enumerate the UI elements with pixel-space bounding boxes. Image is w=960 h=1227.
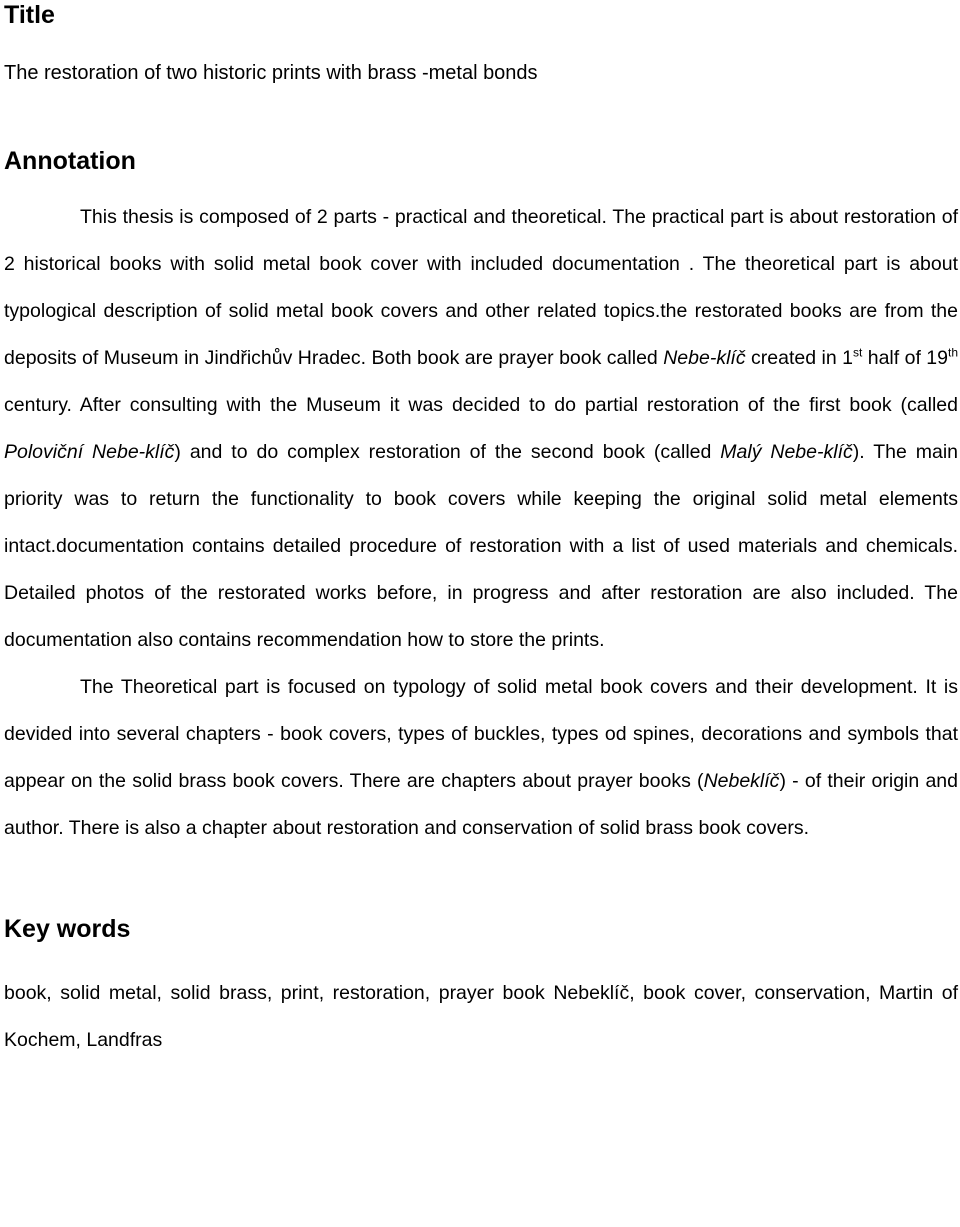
text-run: created in 1	[745, 347, 853, 369]
thesis-title: The restoration of two historic prints with brass -metal bonds	[4, 62, 538, 84]
book-title-italic: Nebeklíč	[703, 770, 780, 792]
book-title-italic: Malý Nebe-klíč	[720, 441, 853, 463]
text-run: century. After consulting with the Museum it was decided to do partial restoration of the first book (called	[4, 394, 958, 416]
annotation-paragraph-theoretical	[4, 664, 958, 852]
ordinal-superscript: th	[948, 345, 959, 360]
annotation-paragraph-practical	[4, 194, 958, 664]
book-title-italic: Poloviční Nebe-klíč	[4, 441, 175, 463]
ordinal-superscript: st	[852, 345, 863, 360]
keywords-heading: Key words	[4, 915, 131, 943]
text-run: ). The main priority was to return the functionality to book covers while keeping the original solid metal elements intact.documentation contains detailed procedure of restoration with a list of used materials and chemicals. Detailed photos of the restorated works before, in progress and after restoration are also included. The documentation also contains recommendation how to store the prints.	[4, 441, 959, 651]
text-run: half of 19	[862, 347, 948, 369]
book-title-italic: Nebe-klíč	[663, 347, 746, 369]
document-page	[4, 0, 958, 1064]
title-heading: Title	[4, 1, 55, 29]
annotation-heading: Annotation	[4, 147, 136, 175]
text-run: The Theoretical part is focused on typology of solid metal book covers and their development. It is devided into several chapters - book covers, types of buckles, types od spines, decorations and symbols that appear on the solid brass book covers. There are chapters about prayer books (	[4, 676, 958, 792]
text-run: ) - of their origin and author. There is also a chapter about restoration and conservation of solid brass book covers.	[4, 770, 958, 839]
text-run: ) and to do complex restoration of the second book (called	[174, 441, 721, 463]
text-run: This thesis is composed of 2 parts - practical and theoretical. The practical part is about restoration of 2 historical books with solid metal book cover with included documentation . The theoretical part is about typological description of solid metal book covers and other related topics.the restorated books are from the deposits of Museum in Jindřichův Hradec. Both book are prayer book called	[4, 206, 958, 369]
keywords-list: book, solid metal, solid brass, print, restoration, prayer book Nebeklíč, book cover, conservation, Martin of Kochem, Landfras	[4, 982, 958, 1051]
